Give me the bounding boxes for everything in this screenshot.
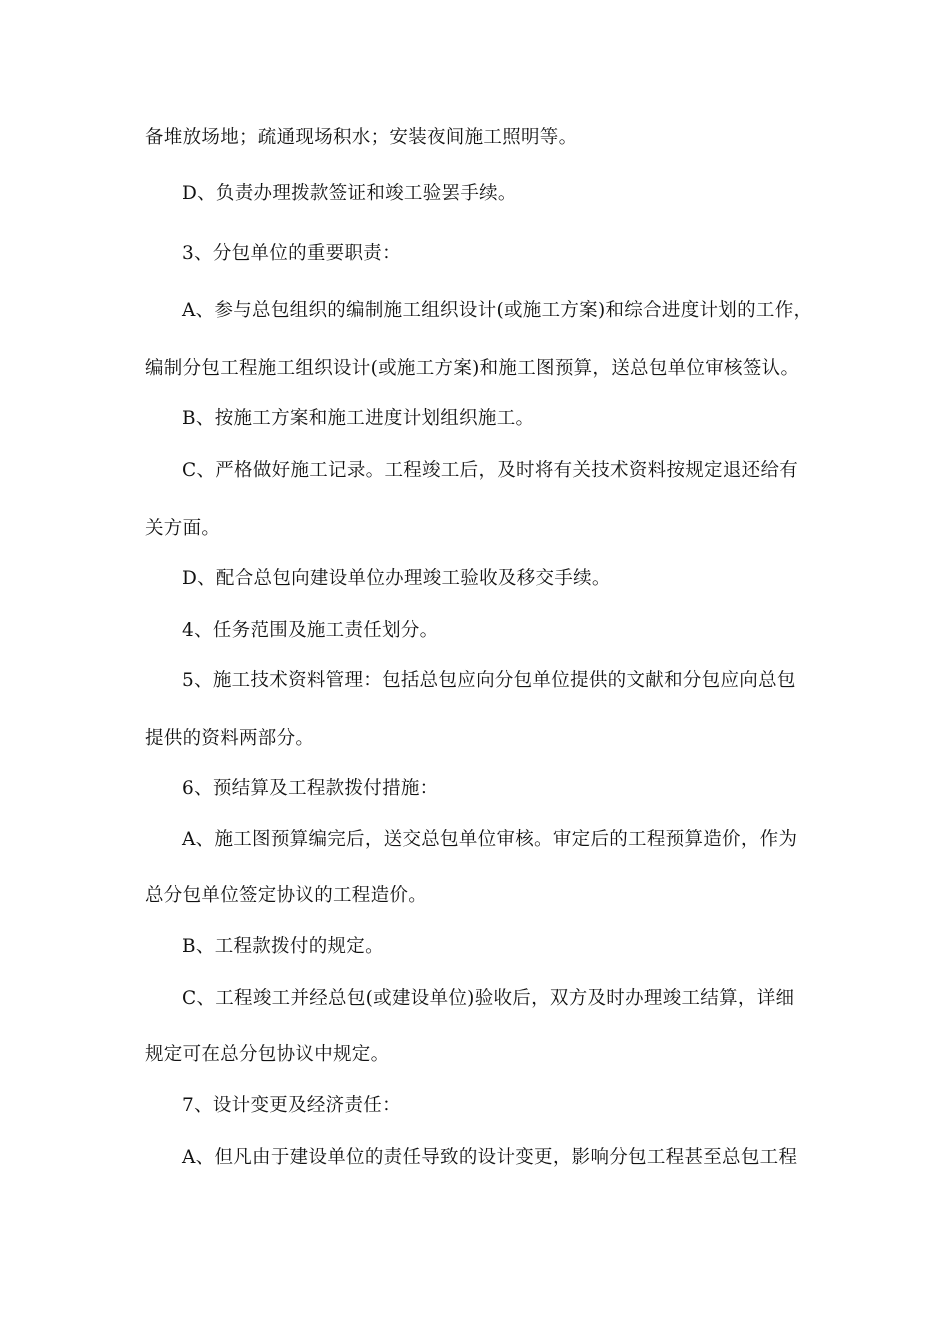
text-line: 编制分包工程施工组织设计(或施工方案)和施工图预算，送总包单位审核签认。 xyxy=(145,358,800,379)
section-heading: 6、预结算及工程款拨付措施： xyxy=(182,778,439,799)
text-line: A、参与总包组织的编制施工组织设计(或施工方案)和综合进度计划的工作， xyxy=(182,300,813,321)
section-heading: 7、设计变更及经济责任： xyxy=(182,1095,401,1116)
text-line: 备堆放场地；疏通现场积水；安装夜间施工照明等。 xyxy=(145,127,578,148)
text-line: 总分包单位签定协议的工程造价。 xyxy=(145,885,428,906)
text-line: C、严格做好施工记录。工程竣工后，及时将有关技术资料按规定退还给有 xyxy=(182,460,799,481)
text-line: A、施工图预算编完后，送交总包单位审核。审定后的工程预算造价，作为 xyxy=(182,829,798,850)
text-line: A、但凡由于建设单位的责任导致的设计变更，影响分包工程甚至总包工程 xyxy=(182,1147,798,1168)
text-line: 提供的资料两部分。 xyxy=(145,728,315,749)
text-line: B、按施工方案和施工进度计划组织施工。 xyxy=(182,408,535,429)
section-heading: 4、任务范围及施工责任划分。 xyxy=(182,620,439,641)
text-line: B、工程款拨付的规定。 xyxy=(182,936,384,957)
text-line: 规定可在总分包协议中规定。 xyxy=(145,1044,390,1065)
text-line: D、负责办理拨款签证和竣工验罢手续。 xyxy=(182,183,517,204)
text-line: C、工程竣工并经总包(或建设单位)验收后，双方及时办理竣工结算，详细 xyxy=(182,988,795,1009)
text-line: 关方面。 xyxy=(145,518,221,539)
text-line: D、配合总包向建设单位办理竣工验收及移交手续。 xyxy=(182,568,611,589)
section-heading: 5、施工技术资料管理：包括总包应向分包单位提供的文献和分包应向总包 xyxy=(182,670,796,691)
section-heading: 3、分包单位的重要职责： xyxy=(182,243,401,264)
